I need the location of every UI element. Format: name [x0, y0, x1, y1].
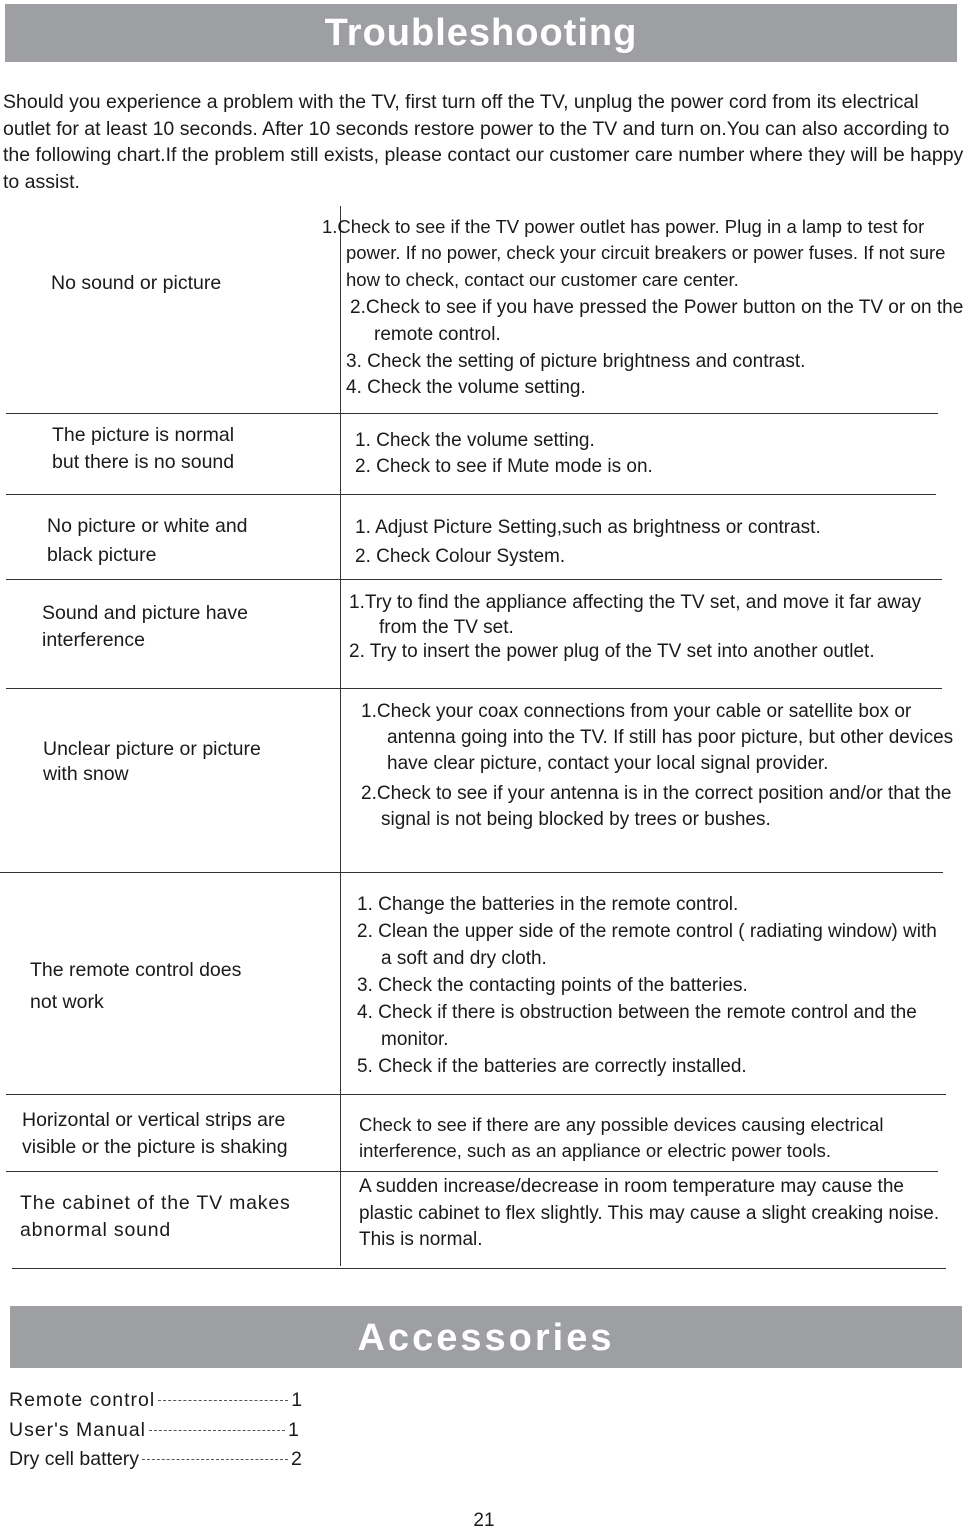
solution-item: 2. Check to see if Mute mode is on. — [355, 456, 653, 478]
accessory-name: Remote control — [9, 1389, 156, 1411]
accessory-name: Dry cell battery — [9, 1448, 140, 1470]
solution-item: 2.Check to see if your antenna is in the correct position and/or that the signal is not being blocked by trees or bushes. — [361, 782, 952, 830]
table-column-divider — [340, 206, 341, 1266]
accessory-item — [9, 1418, 299, 1442]
row-divider — [6, 494, 936, 495]
solution-item: 4. Check if there is obstruction between the remote control and the monitor. — [357, 1002, 917, 1050]
row-divider — [6, 413, 938, 414]
solution-item: 1.Check to see if the TV power outlet has power. Plug in a lamp to test for power. If no power, check your circuit breakers or power fuses. If not sure how to check, contact our customer care center. — [322, 216, 946, 290]
row-divider — [6, 688, 942, 689]
problem-unclear-picture-snow: Unclear picture or picture with snow — [43, 738, 261, 785]
solutions-list — [359, 1112, 949, 1163]
solution-item: Check to see if there are any possible devices causing electrical interference, such as an appliance or electric power tools. — [359, 1114, 884, 1161]
solution-item: 2.Check to see if you have pressed the Power button on the TV or on the remote control. — [350, 297, 964, 345]
accessory-item — [9, 1447, 302, 1471]
intro-paragraph: Should you experience a problem with the TV, first turn off the TV, unplug the power cord from its electrical outlet for at least 10 seconds. After 10 seconds restore power to the TV and turn on.You can also according to the following chart.If the problem still exists, please contact our customer care number where they will be happy to assist. — [3, 91, 964, 193]
row-divider — [0, 872, 943, 873]
problem-no-picture-or-bw: No picture or white and black picture — [47, 515, 248, 566]
solutions-list — [357, 891, 942, 1080]
row-divider — [12, 1268, 946, 1269]
solution-item: 4. Check the volume setting. — [346, 377, 586, 399]
solutions-list — [322, 214, 966, 402]
solution-item: 1.Try to find the appliance affecting the TV set, and move it far away from the TV set. — [349, 592, 922, 638]
accessory-qty: 2 — [291, 1448, 302, 1470]
problem-strips-or-shaking: Horizontal or vertical strips are visible or the picture is shaking — [22, 1109, 288, 1158]
solutions-list — [355, 513, 935, 571]
solutions-list — [361, 699, 966, 833]
solution-item: 1. Adjust Picture Setting,such as brightness or contrast. — [355, 517, 821, 538]
solutions-list — [349, 591, 944, 665]
problem-normal-picture-no-sound: The picture is normal but there is no sound — [52, 424, 235, 473]
problem-no-sound-or-picture: No sound or picture — [51, 272, 222, 294]
solution-item: 1. Change the batteries in the remote control. — [357, 894, 739, 915]
solution-item: 1. Check the volume setting. — [355, 430, 595, 451]
solution-item: 2. Try to insert the power plug of the TV set into another outlet. — [349, 641, 875, 662]
leader-dots — [158, 1400, 288, 1401]
solutions-list — [359, 1174, 954, 1254]
solution-item: 1.Check your coax connections from your cable or satellite box or antenna going into the TV. If still has poor picture, but other devices have clear picture, contact your local signal provider. — [361, 701, 954, 775]
solution-item: 5. Check if the batteries are correctly installed. — [357, 1056, 747, 1077]
leader-dots — [149, 1430, 285, 1431]
accessory-name: User's Manual — [9, 1419, 147, 1441]
row-divider — [6, 1171, 938, 1172]
problem-cabinet-sound: The cabinet of the TV makes abnormal sound — [20, 1192, 291, 1241]
troubleshooting-title: Troubleshooting — [5, 4, 957, 62]
solution-item: A sudden increase/decrease in room temperature may cause the plastic cabinet to flex slightly. This may cause a slight creaking noise. This is normal. — [359, 1176, 940, 1250]
accessories-title: Accessories — [10, 1306, 962, 1368]
accessory-item — [9, 1388, 302, 1412]
solutions-list — [355, 428, 935, 481]
accessory-qty: 1 — [291, 1389, 303, 1411]
solution-item: 2. Check Colour System. — [355, 546, 566, 567]
leader-dots — [142, 1459, 288, 1460]
row-divider — [6, 1094, 946, 1095]
problem-remote-not-working: The remote control does not work — [30, 959, 242, 1013]
solution-item: 2. Clean the upper side of the remote control ( radiating window) with a soft and dry cloth. — [357, 921, 937, 969]
problem-sound-picture-interference: Sound and picture have interference — [42, 602, 248, 651]
solution-item: 3. Check the contacting points of the batteries. — [357, 975, 748, 996]
page-number: 21 — [473, 1510, 495, 1531]
row-divider — [6, 579, 942, 580]
solution-item: 3. Check the setting of picture brightness and contrast. — [346, 351, 806, 373]
accessory-qty: 1 — [288, 1419, 299, 1441]
